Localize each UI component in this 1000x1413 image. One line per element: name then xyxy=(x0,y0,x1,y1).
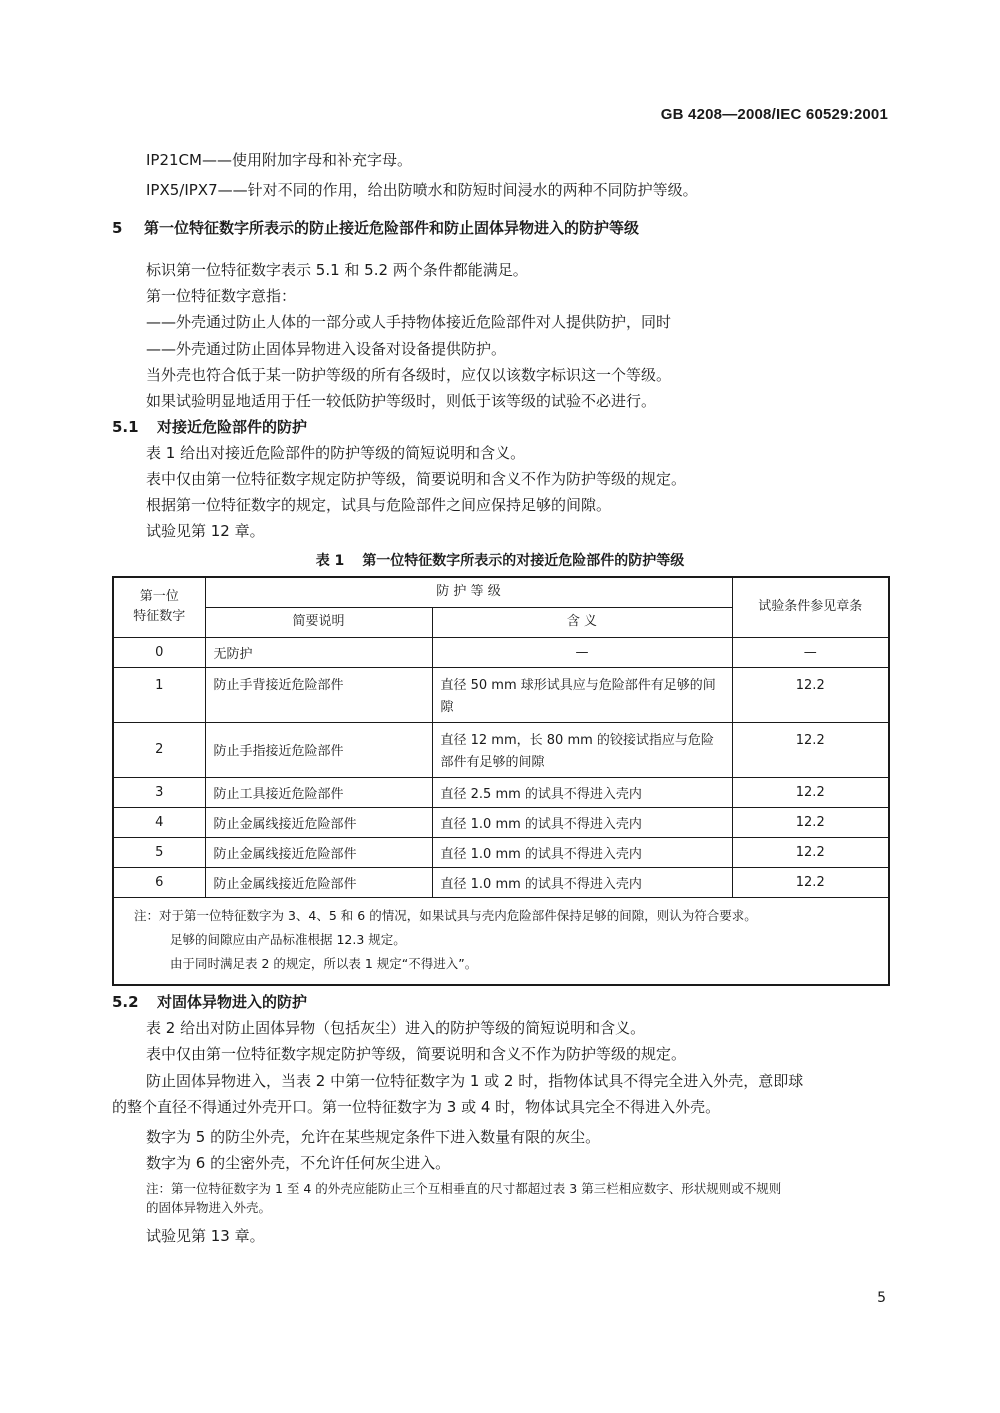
table-row xyxy=(113,722,889,777)
section-5-paragraph: 当外壳也符合低于某一防护等级的所有各级时，应仅以该数字标识这一个等级。 xyxy=(146,366,672,384)
cell-meaning: 直径 50 mm 球形试具应与危险部件有足够的间隙 xyxy=(432,667,732,722)
section-5-2-paragraph: 表中仅由第一位特征数字规定防护等级，简要说明和含义不作为防护等级的规定。 xyxy=(146,1045,687,1063)
standard-code-header: GB 4208—2008/IEC 60529:2001 xyxy=(660,106,888,123)
cell-meaning: 直径 1.0 mm 的试具不得进入壳内 xyxy=(432,837,732,867)
section-5-2-final: 试验见第 13 章。 xyxy=(146,1227,265,1245)
cell-meaning: 直径 12 mm，长 80 mm 的铰接试指应与危险部件有足够的间隙 xyxy=(432,722,732,777)
table-row xyxy=(113,837,889,867)
cell-meaning: 直径 1.0 mm 的试具不得进入壳内 xyxy=(432,867,732,897)
cell-brief: 防止金属线接近危险部件 xyxy=(205,807,432,837)
cell-digit: 5 xyxy=(113,837,205,867)
section-5-2-paragraph: 数字为 5 的防尘外壳，允许在某些规定条件下进入数量有限的灰尘。 xyxy=(146,1128,601,1146)
cell-brief: 无防护 xyxy=(205,637,432,667)
section-5-paragraph: 第一位特征数字意指： xyxy=(146,287,297,305)
section-5-2-title: 对固体异物进入的防护 xyxy=(157,993,308,1011)
table-1-caption-title: 第一位特征数字所表示的对接近危险部件的防护等级 xyxy=(362,553,685,569)
table-row xyxy=(113,867,889,897)
cell-meaning: 直径 1.0 mm 的试具不得进入壳内 xyxy=(432,807,732,837)
section-5-1-paragraph: 试验见第 12 章。 xyxy=(146,522,265,540)
header-protection-level: 防 护 等 级 xyxy=(205,577,732,607)
cell-digit: 1 xyxy=(113,667,205,722)
section-5-paragraph: ——外壳通过防止固体异物进入设备对设备提供防护。 xyxy=(146,340,507,358)
table-note-line: 注：对于第一位特征数字为 3、4、5 和 6 的情况，如果试具与壳内危险部件保持足够的间隙，则认为符合要求。 xyxy=(134,907,757,923)
section-5-2-paragraph: 表 2 给出对防止固体异物（包括灰尘）进入的防护等级的简短说明和含义。 xyxy=(146,1019,646,1037)
section-5-paragraph: 标识第一位特征数字表示 5.1 和 5.2 两个条件都能满足。 xyxy=(146,261,528,279)
cell-reference: — xyxy=(732,637,889,667)
table-row xyxy=(113,777,889,807)
table-row xyxy=(113,807,889,837)
cell-reference: 12.2 xyxy=(732,837,889,867)
cell-reference: 12.2 xyxy=(732,807,889,837)
cell-reference: 12.2 xyxy=(732,722,889,777)
section-5-number: 5 xyxy=(112,219,123,237)
header-meaning: 含 义 xyxy=(432,607,732,637)
section-5-2-note-line: 注：第一位特征数字为 1 至 4 的外壳应能防止三个互相垂直的尺寸都超过表 3 第三栏相应数字、形状规则或不规则 xyxy=(146,1181,782,1196)
cell-digit: 4 xyxy=(113,807,205,837)
section-5-paragraph: 如果试验明显地适用于任一较低防护等级时，则低于该等级的试验不必进行。 xyxy=(146,392,657,410)
cell-brief: 防止手指接近危险部件 xyxy=(205,722,432,777)
table-row xyxy=(113,667,889,722)
cell-reference: 12.2 xyxy=(732,777,889,807)
page-number: 5 xyxy=(877,1290,886,1306)
cell-reference: 12.2 xyxy=(732,867,889,897)
cell-brief: 防止金属线接近危险部件 xyxy=(205,837,432,867)
cell-digit: 2 xyxy=(113,722,205,777)
cell-digit: 0 xyxy=(113,637,205,667)
cell-meaning: 直径 2.5 mm 的试具不得进入壳内 xyxy=(432,777,732,807)
table-note-line: 足够的间隙应由产品标准根据 12.3 规定。 xyxy=(170,931,406,947)
section-5-title: 第一位特征数字所表示的防止接近危险部件和防止固体异物进入的防护等级 xyxy=(144,219,640,237)
intro-line-2: IPX5/IPX7——针对不同的作用，给出防喷水和防短时间浸水的两种不同防护等级。 xyxy=(146,181,698,199)
section-5-1-title: 对接近危险部件的防护 xyxy=(157,418,308,436)
table-notes xyxy=(113,897,889,985)
section-5-1-paragraph: 表 1 给出对接近危险部件的防护等级的简短说明和含义。 xyxy=(146,444,526,462)
section-5-2-paragraph: 防止固体异物进入，当表 2 中第一位特征数字为 1 或 2 时，指物体试具不得完全进入外壳，意即球 xyxy=(146,1072,804,1090)
section-5-2-number: 5.2 xyxy=(112,993,139,1011)
intro-line-1: IP21CM——使用附加字母和补充字母。 xyxy=(146,151,412,169)
section-5-1-paragraph: 根据第一位特征数字的规定，试具与危险部件之间应保持足够的间隙。 xyxy=(146,496,612,514)
cell-digit: 3 xyxy=(113,777,205,807)
table-1-caption-number: 表 1 xyxy=(315,553,345,569)
section-5-paragraph: ——外壳通过防止人体的一部分或人手持物体接近危险部件对人提供防护，同时 xyxy=(146,313,672,331)
section-5-2-paragraph: 的整个直径不得通过外壳开口。第一位特征数字为 3 或 4 时，物体试具完全不得进入外壳。 xyxy=(112,1098,721,1116)
cell-brief: 防止金属线接近危险部件 xyxy=(205,867,432,897)
protection-level-table xyxy=(112,576,890,986)
table-row xyxy=(113,637,889,667)
section-5-2-note-line: 的固体异物进入外壳。 xyxy=(146,1200,272,1215)
table-note-line: 由于同时满足表 2 的规定，所以表 1 规定“不得进入”。 xyxy=(170,955,478,971)
header-first-digit: 第一位 特征数字 xyxy=(113,577,205,637)
header-brief-description: 简要说明 xyxy=(205,607,432,637)
cell-brief: 防止手背接近危险部件 xyxy=(205,667,432,722)
cell-digit: 6 xyxy=(113,867,205,897)
section-5-1-paragraph: 表中仅由第一位特征数字规定防护等级，简要说明和含义不作为防护等级的规定。 xyxy=(146,470,687,488)
table-1-caption xyxy=(0,550,1000,570)
cell-meaning: — xyxy=(432,637,732,667)
header-test-reference: 试验条件参见章条 xyxy=(732,577,889,637)
section-5-2-paragraph: 数字为 6 的尘密外壳，不允许任何灰尘进入。 xyxy=(146,1154,451,1172)
cell-brief: 防止工具接近危险部件 xyxy=(205,777,432,807)
cell-reference: 12.2 xyxy=(732,667,889,722)
section-5-1-number: 5.1 xyxy=(112,418,139,436)
